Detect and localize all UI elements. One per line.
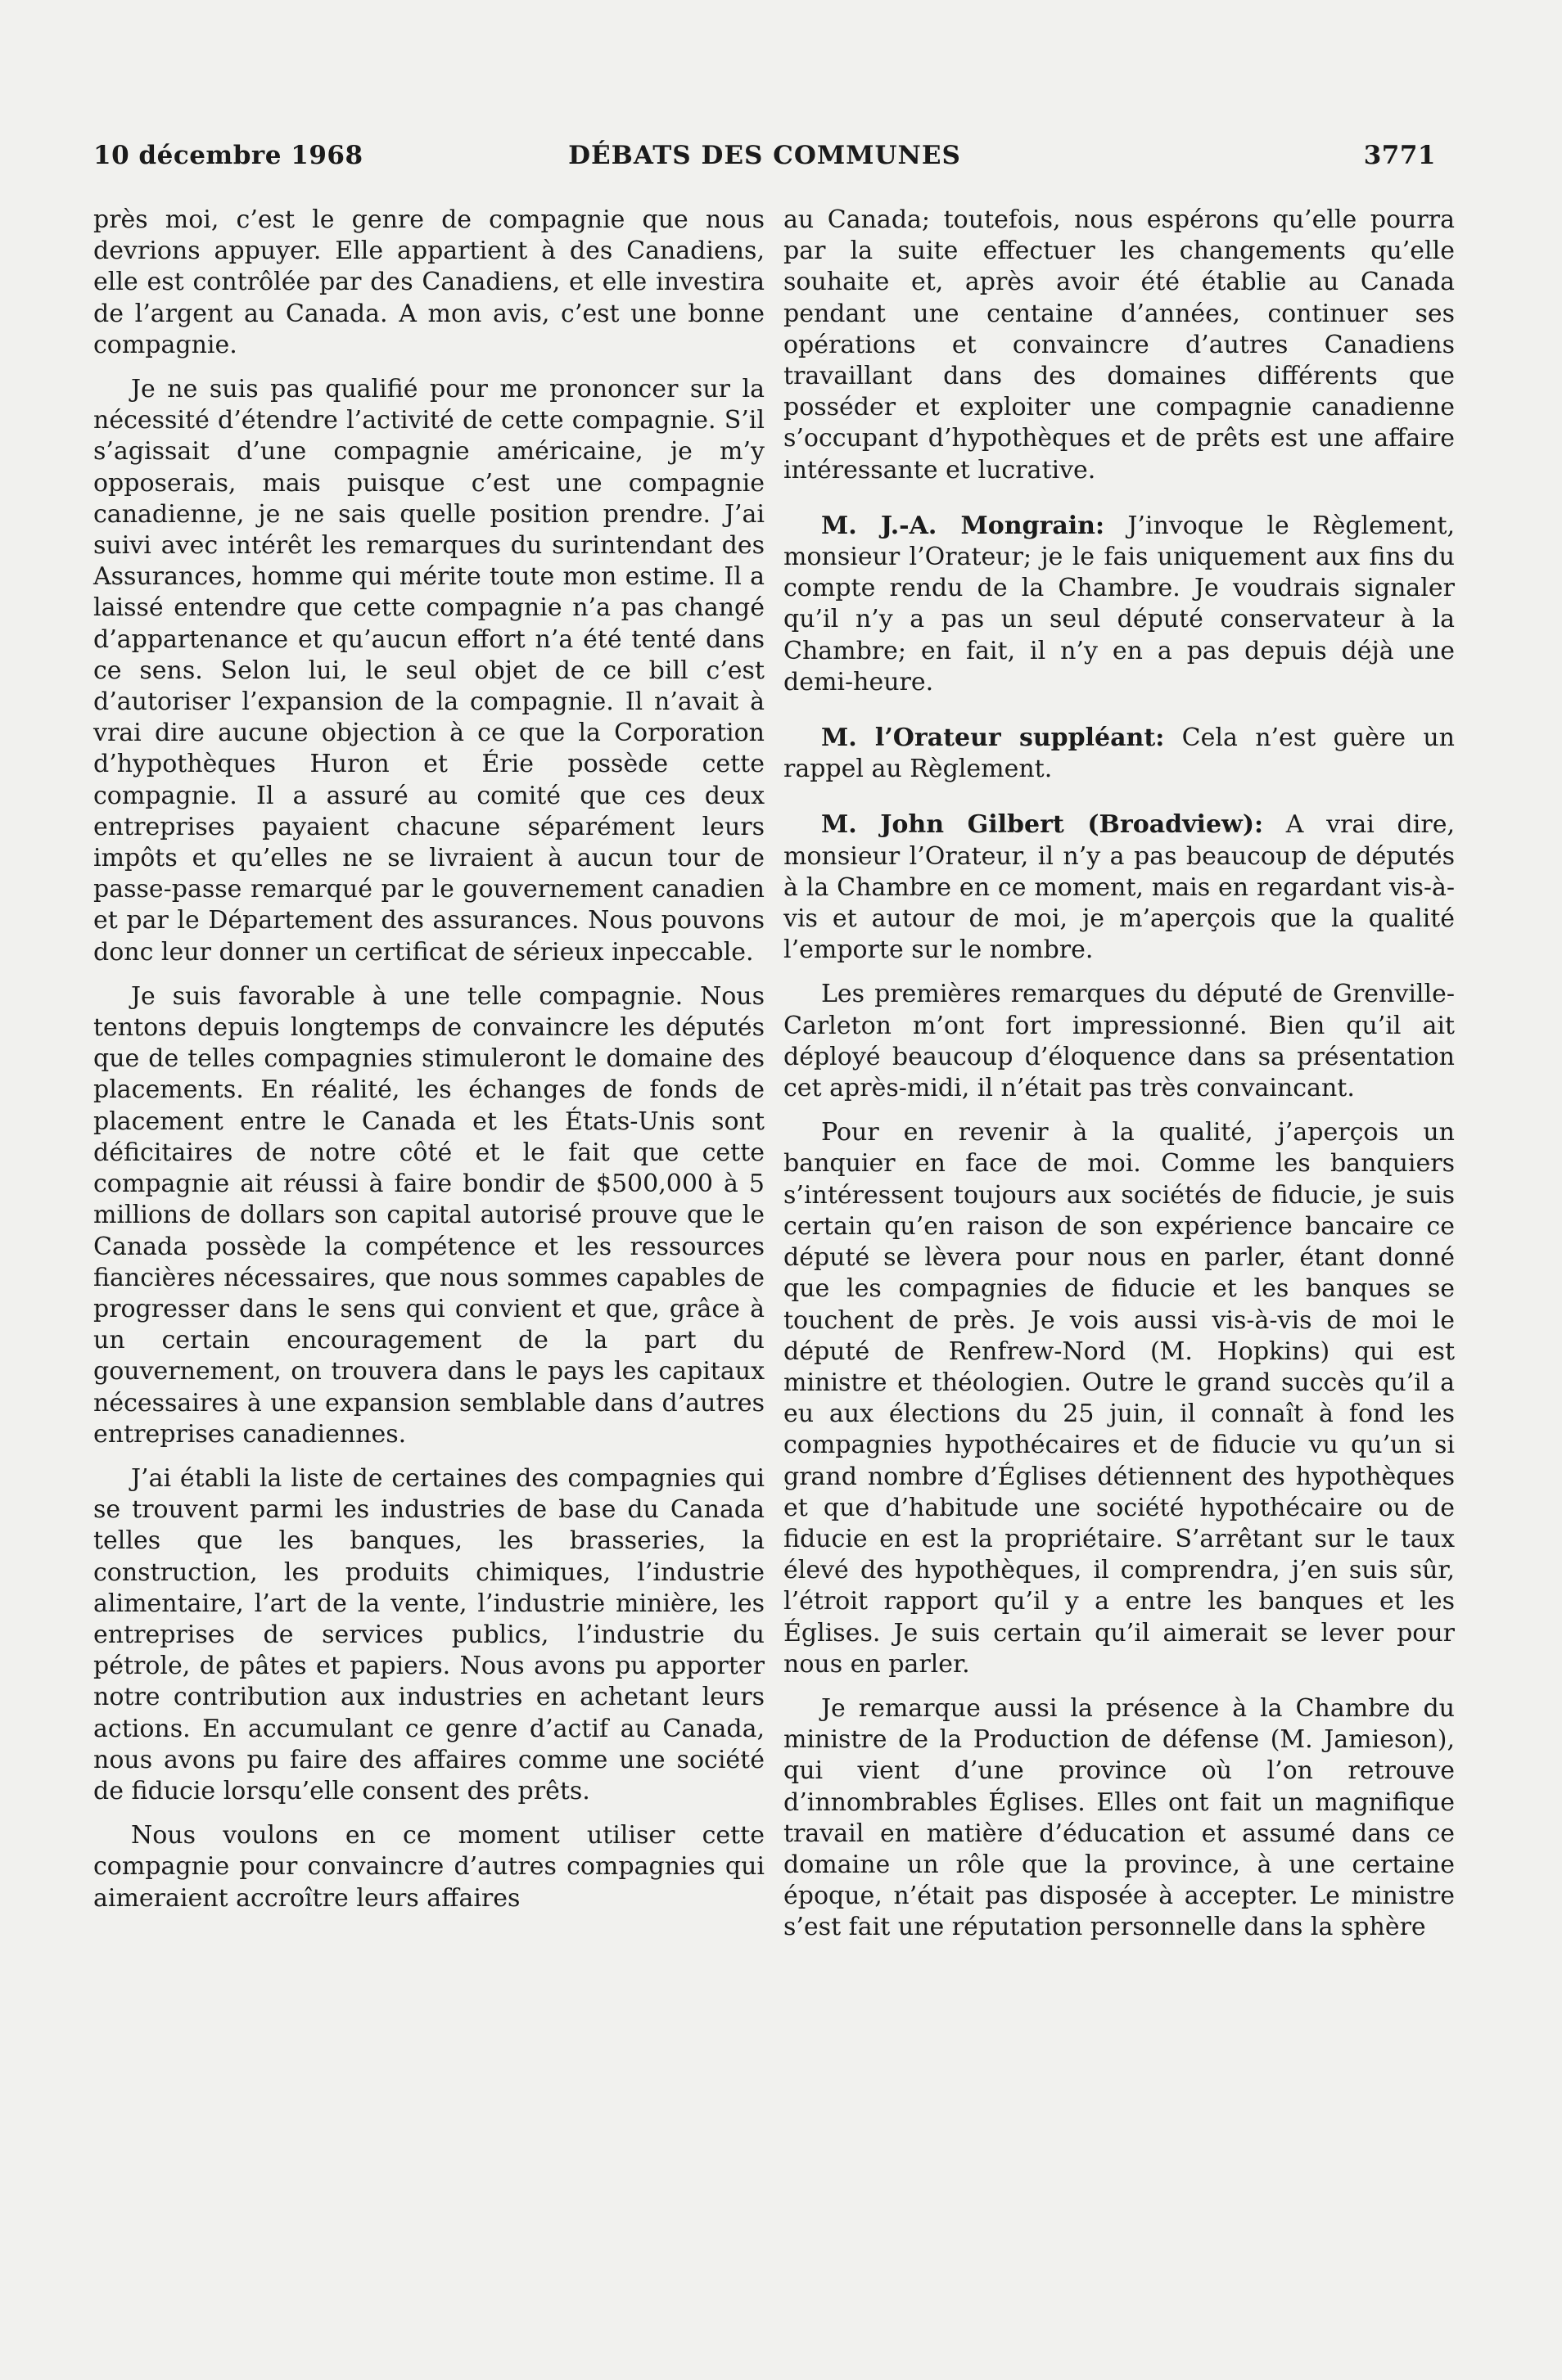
paragraph: Je suis favorable à une telle compagnie. Nous tentons depuis longtemps de convaincre les députés que de telles compagnies stimuleront le domaine des placements. En réalité, les échanges de fonds de placement entre le Canada et les États-Unis sont déficitaires de notre côté et le fait que cette compagnie ait réussi à faire bondir de $500,000 à 5 millions de dollars son capital autorisé prouve que le Canada possède la compétence et les ressources fiancières nécessaires, que nous sommes capables de progresser dans le sens qui convient et que, grâce à un certain encouragement de la part du gouvernement, on trouvera dans le pays les capitaux nécessaires à une expansion semblable dans d’autres entreprises canadiennes.: [93, 981, 765, 1449]
paragraph: Je remarque aussi la présence à la Chambre du ministre de la Production de défense (M. Jamieson), qui vient d’une province où l’on retrouve d’innombrables Églises. Elles ont fait un magnifique travail en matière d’éducation et assumé dans ce domaine un rôle que la province, à une certaine époque, n’était pas disposée à accepter. Le ministre s’est fait une réputation personnelle dans la sphère: [783, 1693, 1455, 1942]
speech-text: J’invoque le Règlement, monsieur l’Orateur; je le fais uniquement aux fins du compte rendu de la Chambre. Je voudrais signaler qu’il n’y a pas un seul député conservateur à la Chambre; en fait, il n’y en a pas depuis déjà une demi-heure.: [783, 511, 1456, 696]
speech-text: Cela n’est guère un rappel au Règlement.: [783, 723, 1456, 784]
left-column: [93, 205, 765, 1914]
paragraph: au Canada; toutefois, nous espérons qu’elle pourra par la suite effectuer les changements qu’elle souhaite et, après avoir été établie au Canada pendant une centaine d’années, continuer ses opérations et convaincre d’autres Canadiens travaillant dans des domaines différents que posséder et exploiter une compagnie canadienne s’occupant d’hypothèques et de prêts est une affaire intéressante et lucrative.: [783, 205, 1455, 485]
page-number: 3771: [1363, 141, 1436, 170]
header-date: 10 décembre 1968: [93, 141, 363, 170]
paragraph: J’ai établi la liste de certaines des compagnies qui se trouvent parmi les industries de base du Canada telles que les banques, les brasseries, la construction, les produits chimiques, l’industrie alimentaire, l’art de la vente, l’industrie minière, les entreprises de services publics, l’industrie du pétrole, de pâtes et papiers. Nous avons pu apporter notre contribution aux industries en achetant leurs actions. En accumulant ce genre d’actif au Canada, nous avons pu faire des affaires comme une société de fiducie lorsqu’elle consent des prêts.: [93, 1463, 765, 1805]
paragraph: Nous voulons en ce moment utiliser cette compagnie pour convaincre d’autres compagnies qui aimeraient accroître leurs affaires: [93, 1821, 765, 1913]
speaker-name: M. J.-A. Mongrain:: [821, 511, 1105, 540]
page-header: [93, 141, 1436, 182]
header-title: DÉBATS DES COMMUNES: [568, 141, 961, 170]
paragraph: près moi, c’est le genre de compagnie que nous devrions appuyer. Elle appartient à des Canadiens, elle est contrôlée par des Canadiens, et elle investira de l’argent au Canada. A mon avis, c’est une bonne compagnie.: [93, 205, 765, 359]
speaker-name: M. John Gilbert (Broadview):: [821, 810, 1264, 840]
right-column: [783, 205, 1455, 1944]
speech-mongrain: [783, 511, 1455, 698]
paragraph: Les premières remarques du député de Grenville-Carleton m’ont fort impressionné. Bien qu’il ait déployé beaucoup d’éloquence dans sa présentation cet après-midi, il n’était pas très convaincant.: [783, 980, 1455, 1103]
speech-acting-speaker: [783, 723, 1455, 785]
paragraph: Pour en revenir à la qualité, j’aperçois un banquier en face de moi. Comme les banquiers s’intéressent toujours aux sociétés de fiducie, je suis certain qu’en raison de son expérience bancaire ce député se lèvera pour nous en parler, étant donné que les compagnies de fiducie et les banques se touchent de près. Je vois aussi vis-à-vis de moi le député de Renfrew-Nord (M. Hopkins) qui est ministre et théologien. Outre le grand succès qu’il a eu aux élections du 25 juin, il connaît à fond les compagnies hypothécaires et de fiducie vu qu’un si grand nombre d’Églises détiennent des hypothèques et que d’habitude une société hypothécaire ou de fiducie en est la propriétaire. S’arrêtant sur le taux élevé des hypothèques, il comprendra, j’en suis sûr, l’étroit rapport qu’il y a entre les banques et les Églises. Je suis certain qu’il aimerait se lever pour nous en parler.: [783, 1118, 1455, 1679]
speech-gilbert: [783, 809, 1455, 966]
speaker-name: M. l’Orateur suppléant:: [821, 723, 1165, 753]
paragraph: Je ne suis pas qualifié pour me prononcer sur la nécessité d’étendre l’activité de cette compagnie. S’il s’agissait d’une compagnie américaine, je m’y opposerais, mais puisque c’est une compagnie canadienne, je ne sais quelle position prendre. J’ai suivi avec intérêt les remarques du surintendant des Assurances, homme qui mérite toute mon estime. Il a laissé entendre que cette compagnie n’a pas changé d’appartenance et qu’aucun effort n’a été tenté dans ce sens. Selon lui, le seul objet de ce bill c’est d’autoriser l’expansion de la compagnie. Il n’avait à vrai dire aucune objection à ce que la Corporation d’hypothèques Huron et Érie possède cette compagnie. Il a assuré au comité que ces deux entreprises payaient chacune séparément leurs impôts et qu’elles ne se livraient à aucun tour de passe-passe remarqué par le gouvernement canadien et par le Département des assurances. Nous pouvons donc leur donner un certificat de sérieux inpeccable.: [93, 375, 765, 967]
speech-text: A vrai dire, monsieur l’Orateur, il n’y a pas beaucoup de députés à la Chambre en ce moment, mais en regardant vis-à-vis et autour de moi, je m’aperçois que la qualité l’emporte sur le nombre.: [783, 810, 1455, 965]
